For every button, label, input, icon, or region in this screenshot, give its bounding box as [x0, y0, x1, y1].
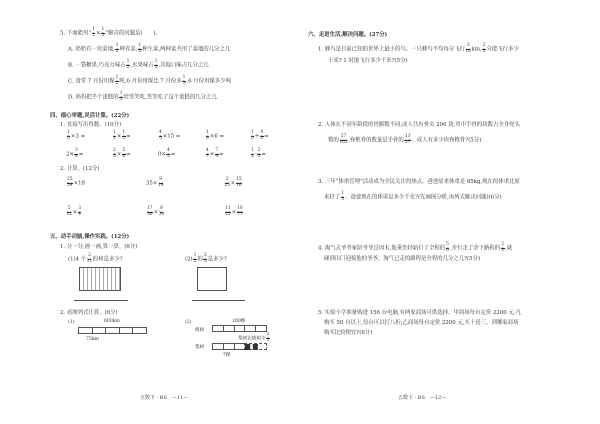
text-segment: = [78, 151, 84, 158]
denominator: 10 [465, 48, 472, 54]
denominator: 77 [237, 211, 243, 217]
calc-item [224, 207, 244, 217]
numerator: 5 [122, 148, 126, 153]
denominator: 5 [341, 196, 344, 202]
fraction [206, 131, 210, 141]
section-5-title: 五、动手动脑,操作实践。(12分) [50, 234, 130, 240]
page-footer-right: 五数下 · BS —12— [398, 395, 447, 401]
figure-2-difference [238, 333, 270, 343]
fraction [159, 207, 165, 217]
numerator: 7 [215, 148, 219, 153]
option-a[interactable] [68, 44, 230, 54]
fraction [251, 149, 255, 159]
problem-5-line-3 [324, 330, 372, 337]
fraction [67, 207, 73, 217]
figure-1-part: 75km [86, 337, 99, 342]
text-segment: ,脊椎骨的数量是手骨的 [348, 137, 404, 144]
numerator: 3 [78, 206, 81, 211]
section-6-title: 六、走进生活,解决问题。(27分) [308, 32, 388, 38]
answer-line[interactable] [74, 300, 128, 301]
oral-item [158, 131, 180, 141]
numerator: 4 [159, 130, 162, 135]
text-segment: 千米? 1 时能飞行多少千米?(5分) [328, 58, 408, 64]
text-segment: = [126, 151, 131, 158]
numerator: 2 [501, 242, 504, 247]
oral-item [250, 131, 269, 141]
calc-item [146, 178, 164, 188]
denominator: 5 [113, 153, 116, 159]
text-segment: ,步行走了余下路程的 [449, 245, 501, 252]
text-segment: 5. 下面能用“ [60, 30, 92, 37]
numerator: 9 [160, 206, 163, 211]
numerator: 9 [159, 177, 163, 182]
text-segment: B. 一袋糖果,巧克力味占 [68, 62, 126, 69]
problem-5-line-1 [318, 310, 521, 317]
denominator: 12 [66, 211, 73, 217]
text-segment: 1. 蜂鸟是目前已知的世界上最小的鸟。一只蜂鸟平均每分飞行 [318, 46, 466, 53]
figure-1-total: 600km [104, 319, 120, 324]
denominator: 5 [257, 153, 261, 159]
numerator: 1 [92, 27, 95, 32]
numerator: 1 [101, 27, 105, 32]
text-segment: (1)4 个 [68, 256, 87, 263]
text-segment: 来轻了 [324, 194, 341, 201]
denominator: 11 [86, 258, 93, 264]
oral-item [205, 131, 224, 141]
text-segment: 0× [158, 151, 166, 158]
numerator: 1 [67, 130, 70, 135]
problem-1-line-2 [328, 58, 408, 65]
numerator: 2 [266, 332, 270, 337]
text-segment: 种青菜, [119, 46, 138, 53]
text-segment: = [219, 151, 224, 158]
section-4-q2: 2. 计算。(12分) [60, 166, 100, 172]
text-segment: 的 [197, 256, 203, 263]
numerator: 2 [482, 43, 486, 48]
numerator: 1 [119, 91, 123, 96]
fraction [236, 178, 243, 188]
text-segment: A. 奶奶有一块菜地, [68, 46, 115, 53]
text-segment: × [209, 151, 215, 158]
text-segment: 3. 三年“体重管理”活动成为全民关注的热点。爸爸原来体重是 85kg,现在的体重比原 [318, 179, 520, 185]
fraction [166, 149, 170, 159]
oral-item [112, 131, 131, 141]
fraction [225, 207, 232, 217]
numerator: 4 [206, 148, 209, 153]
denominator: 6 [446, 247, 449, 253]
denominator: 16 [236, 182, 242, 188]
numerator: 2 [203, 253, 207, 258]
denominator: 5 [166, 153, 170, 159]
fraction [154, 60, 158, 70]
text-segment: 分能飞行多少 [486, 46, 519, 53]
denominator: 103 [339, 139, 348, 145]
page-footer-left: 五数下 · BS —11— [140, 395, 189, 401]
text-segment: C. 食堂 7 月份用煤 [68, 78, 115, 85]
text-segment: ×6 = [209, 133, 224, 140]
text-segment: 。爸爸现在的体重是多少千克?(先画图分析,再列式解决问题)(6分) [344, 194, 502, 201]
fraction [501, 243, 505, 253]
denominator: 3 [182, 80, 186, 86]
numerator: 1 [138, 43, 142, 48]
text-segment: ,其他口味占几分之几 [158, 62, 209, 69]
text-segment: ,6 月份用煤多少吨 [186, 78, 231, 85]
fraction [67, 131, 71, 141]
text-segment: ”解决的问题是( )。 [105, 30, 161, 37]
oral-item [158, 149, 175, 159]
text-segment: 2. 人体在不同年龄段的骨骼数不同,成人共有骨头 206 块,其中手骨的块数占全身骨头 [318, 122, 520, 128]
text-segment: 数的 [328, 137, 339, 144]
text-segment: 吨,6 月份用煤比 7 月份多 [119, 78, 182, 85]
oral-item [205, 149, 224, 159]
fraction [74, 149, 78, 159]
denominator: 2 [115, 80, 119, 86]
section-5-q1b [185, 254, 227, 264]
option-b[interactable] [68, 60, 209, 70]
pear-tree-difference-bar [244, 343, 267, 350]
denominator: 5 [203, 258, 207, 264]
numerator: 5 [67, 206, 71, 211]
figure-1-bar [78, 327, 147, 334]
denominator: 7 [206, 153, 209, 159]
numerator: 1 [154, 59, 158, 64]
figure-2-total: 200棵 [232, 319, 246, 324]
problem-5-line-2 [324, 320, 518, 327]
denominator: 3 [122, 135, 126, 141]
numerator: 15 [236, 177, 242, 182]
fraction [113, 131, 117, 141]
question-5-stem [60, 28, 161, 38]
text-segment: = [264, 133, 269, 140]
text-segment: × [231, 209, 237, 216]
figure-2-label: (2) [185, 320, 192, 325]
fraction [147, 207, 154, 217]
numerator: 1 [251, 130, 254, 135]
text-segment: × [95, 30, 101, 37]
fraction [266, 333, 270, 343]
fraction [87, 254, 93, 264]
fraction [115, 44, 119, 54]
denominator: 5 [159, 135, 162, 141]
fraction [92, 28, 96, 38]
denominator: 3 [138, 48, 142, 54]
text-segment: ,水果味占 [130, 62, 154, 69]
text-segment: 35× [146, 180, 158, 187]
oral-item [112, 149, 131, 159]
numerator: 10 [237, 206, 243, 211]
numerator: 5 [446, 242, 449, 247]
text-segment: = [126, 133, 131, 140]
text-segment: 5. 实验小学准备购进 156 台电脑,有两家商场可供选择。甲商场每台定价 2200 元,凡 [318, 310, 521, 316]
calc-item [146, 207, 165, 217]
denominator: 34 [158, 211, 165, 217]
section-5-q1: 1. 分一分,画一画,算一算。(6分) [60, 244, 138, 250]
denominator: 3 [119, 96, 123, 102]
numerator: 2 [257, 148, 261, 153]
fraction [113, 149, 117, 159]
denominator: 6 [122, 153, 126, 159]
denominator: 4 [78, 211, 81, 217]
fraction [466, 44, 472, 54]
numerator: 1 [115, 43, 119, 48]
calc-item [66, 207, 82, 217]
option-d[interactable] [68, 92, 217, 102]
denominator: 5 [260, 135, 264, 141]
numerator: 1 [182, 75, 186, 80]
numerator: 1 [193, 253, 197, 258]
denominator: 8 [206, 135, 209, 141]
text-segment: km, [471, 46, 482, 53]
text-segment: 种生菜,两种菜共用了菜地的几分之几 [142, 46, 231, 53]
numerator: 3 [74, 148, 78, 153]
fraction [339, 135, 347, 145]
fraction [78, 207, 82, 217]
calc-item [66, 178, 85, 188]
numerator: 2 [225, 177, 229, 182]
text-segment: 给笑笑吃,笑笑吃了这个蛋糕的几分之几 [123, 94, 217, 101]
text-segment: 购买 50 台以上,每台可以打八折;乙商场每台定价 2200 元,买十送三。到哪家商场 [324, 320, 519, 326]
text-segment: 。成人有多少块脊椎骨?(5分) [411, 137, 482, 144]
fraction [158, 178, 164, 188]
text-segment: × [72, 209, 78, 216]
problem-3-line-1 [318, 179, 520, 186]
numerator: 1 [341, 191, 344, 196]
numerator: 4 [260, 130, 264, 135]
problem-3-line-2 [324, 192, 502, 202]
fraction [203, 254, 207, 264]
problem-2-line-2 [328, 135, 481, 145]
section-5-q2: 2. 看图列式计算。(6分) [60, 310, 118, 316]
numerator: 17 [147, 206, 153, 211]
fraction [482, 44, 486, 54]
problem-4-line-2 [324, 256, 480, 263]
denominator: 3 [501, 247, 504, 253]
numerator: 1 [115, 75, 119, 80]
answer-line[interactable] [192, 300, 245, 301]
calc-item [224, 178, 243, 188]
text-segment: ×3 = [70, 133, 85, 140]
numerator: 11 [225, 206, 231, 211]
fraction [206, 149, 210, 159]
text-segment: × [116, 133, 122, 140]
fraction [341, 192, 345, 202]
denominator: 2 [126, 64, 130, 70]
pear-tree-bar [212, 343, 246, 350]
oral-item [66, 149, 83, 159]
numerator: 1 [113, 130, 116, 135]
denominator: 2 [92, 32, 95, 38]
denominator: 36 [147, 211, 153, 217]
text-segment: D. 妈妈把半个蛋糕的 [68, 94, 119, 101]
numerator: 1 [251, 148, 254, 153]
oral-item [250, 149, 266, 159]
denominator: 5 [251, 135, 254, 141]
text-segment: ,就 [505, 245, 513, 252]
text-segment: 4. 淘气去爷爷家陪爷爷过周末,他乘坐轻轨行了全程的 [318, 245, 446, 252]
numerator: 1 [206, 130, 209, 135]
numerator: 25 [67, 177, 73, 182]
section-4-title: 四、细心审题,灵活计算。(22分) [50, 113, 130, 119]
section-4-q1: 1. 直接写出得数。(10分) [60, 122, 122, 128]
peach-tree-bar [212, 325, 267, 332]
text-segment: 2× [66, 151, 74, 158]
text-segment: - [254, 151, 257, 158]
fraction [159, 131, 163, 141]
denominator: 2 [115, 48, 119, 54]
numerator: 1 [126, 59, 130, 64]
figure-1-label: (1) [68, 320, 75, 325]
denominator: 25 [224, 182, 231, 188]
text-segment: × [116, 151, 122, 158]
text-segment: + [254, 133, 260, 140]
denominator: 2 [193, 258, 197, 264]
denominator: 2 [251, 153, 254, 159]
figure-2-peach-label: 桃树 [195, 328, 205, 333]
fraction [67, 178, 74, 188]
numerator: 4 [166, 148, 170, 153]
text-segment: = [170, 151, 176, 158]
denominator: 5 [266, 337, 270, 343]
text-segment: ×18 [73, 180, 85, 187]
denominator: 3 [154, 64, 158, 70]
fraction [237, 207, 244, 217]
numerator: 1 [122, 130, 126, 135]
option-c[interactable] [68, 76, 231, 86]
figure-2-pear-label: 梨树 [195, 345, 205, 350]
text-segment: 是多少? [207, 256, 227, 263]
figure-2-part: 7棵 [223, 353, 231, 358]
fraction [251, 131, 255, 141]
denominator: 25 [225, 211, 231, 217]
numerator: 3 [466, 43, 470, 48]
text-segment: 碰到出门迎接他的爷爷。淘气已走的路程是全程的几分之几?(5分) [324, 256, 481, 262]
numerator: 27 [340, 134, 347, 139]
text-segment: 梨树比桃树少 [238, 336, 266, 342]
denominator: 27 [404, 139, 411, 145]
denominator: 2 [113, 135, 116, 141]
denominator: 3 [482, 48, 486, 54]
denominator: 3 [101, 32, 105, 38]
fraction [225, 178, 231, 188]
problem-4-line-1 [318, 243, 512, 253]
text-segment: = [261, 151, 266, 158]
eleven-part-rectangle [79, 267, 121, 291]
denominator: 14 [157, 182, 164, 188]
text-segment: × [230, 180, 236, 187]
oral-item [66, 131, 85, 141]
denominator: 5 [67, 135, 70, 141]
fraction [446, 243, 450, 253]
problem-2-line-1 [318, 122, 520, 129]
numerator: 2 [113, 148, 116, 153]
text-segment: × [153, 209, 159, 216]
denominator: 4 [215, 153, 219, 159]
section-5-q1a [68, 254, 123, 264]
problem-1-line-1 [318, 44, 519, 54]
text-segment: (2) [185, 256, 193, 263]
text-segment: ×15 = [162, 133, 181, 140]
denominator: 54 [67, 182, 73, 188]
text-segment: 购买比较便宜?(6分) [324, 330, 373, 336]
fraction [404, 135, 411, 145]
denominator: 4 [74, 153, 78, 159]
numerator: 2 [88, 253, 91, 258]
numerator: 13 [404, 134, 411, 139]
blank-rectangle [197, 267, 227, 291]
text-segment: 的和是多少? [92, 256, 123, 263]
